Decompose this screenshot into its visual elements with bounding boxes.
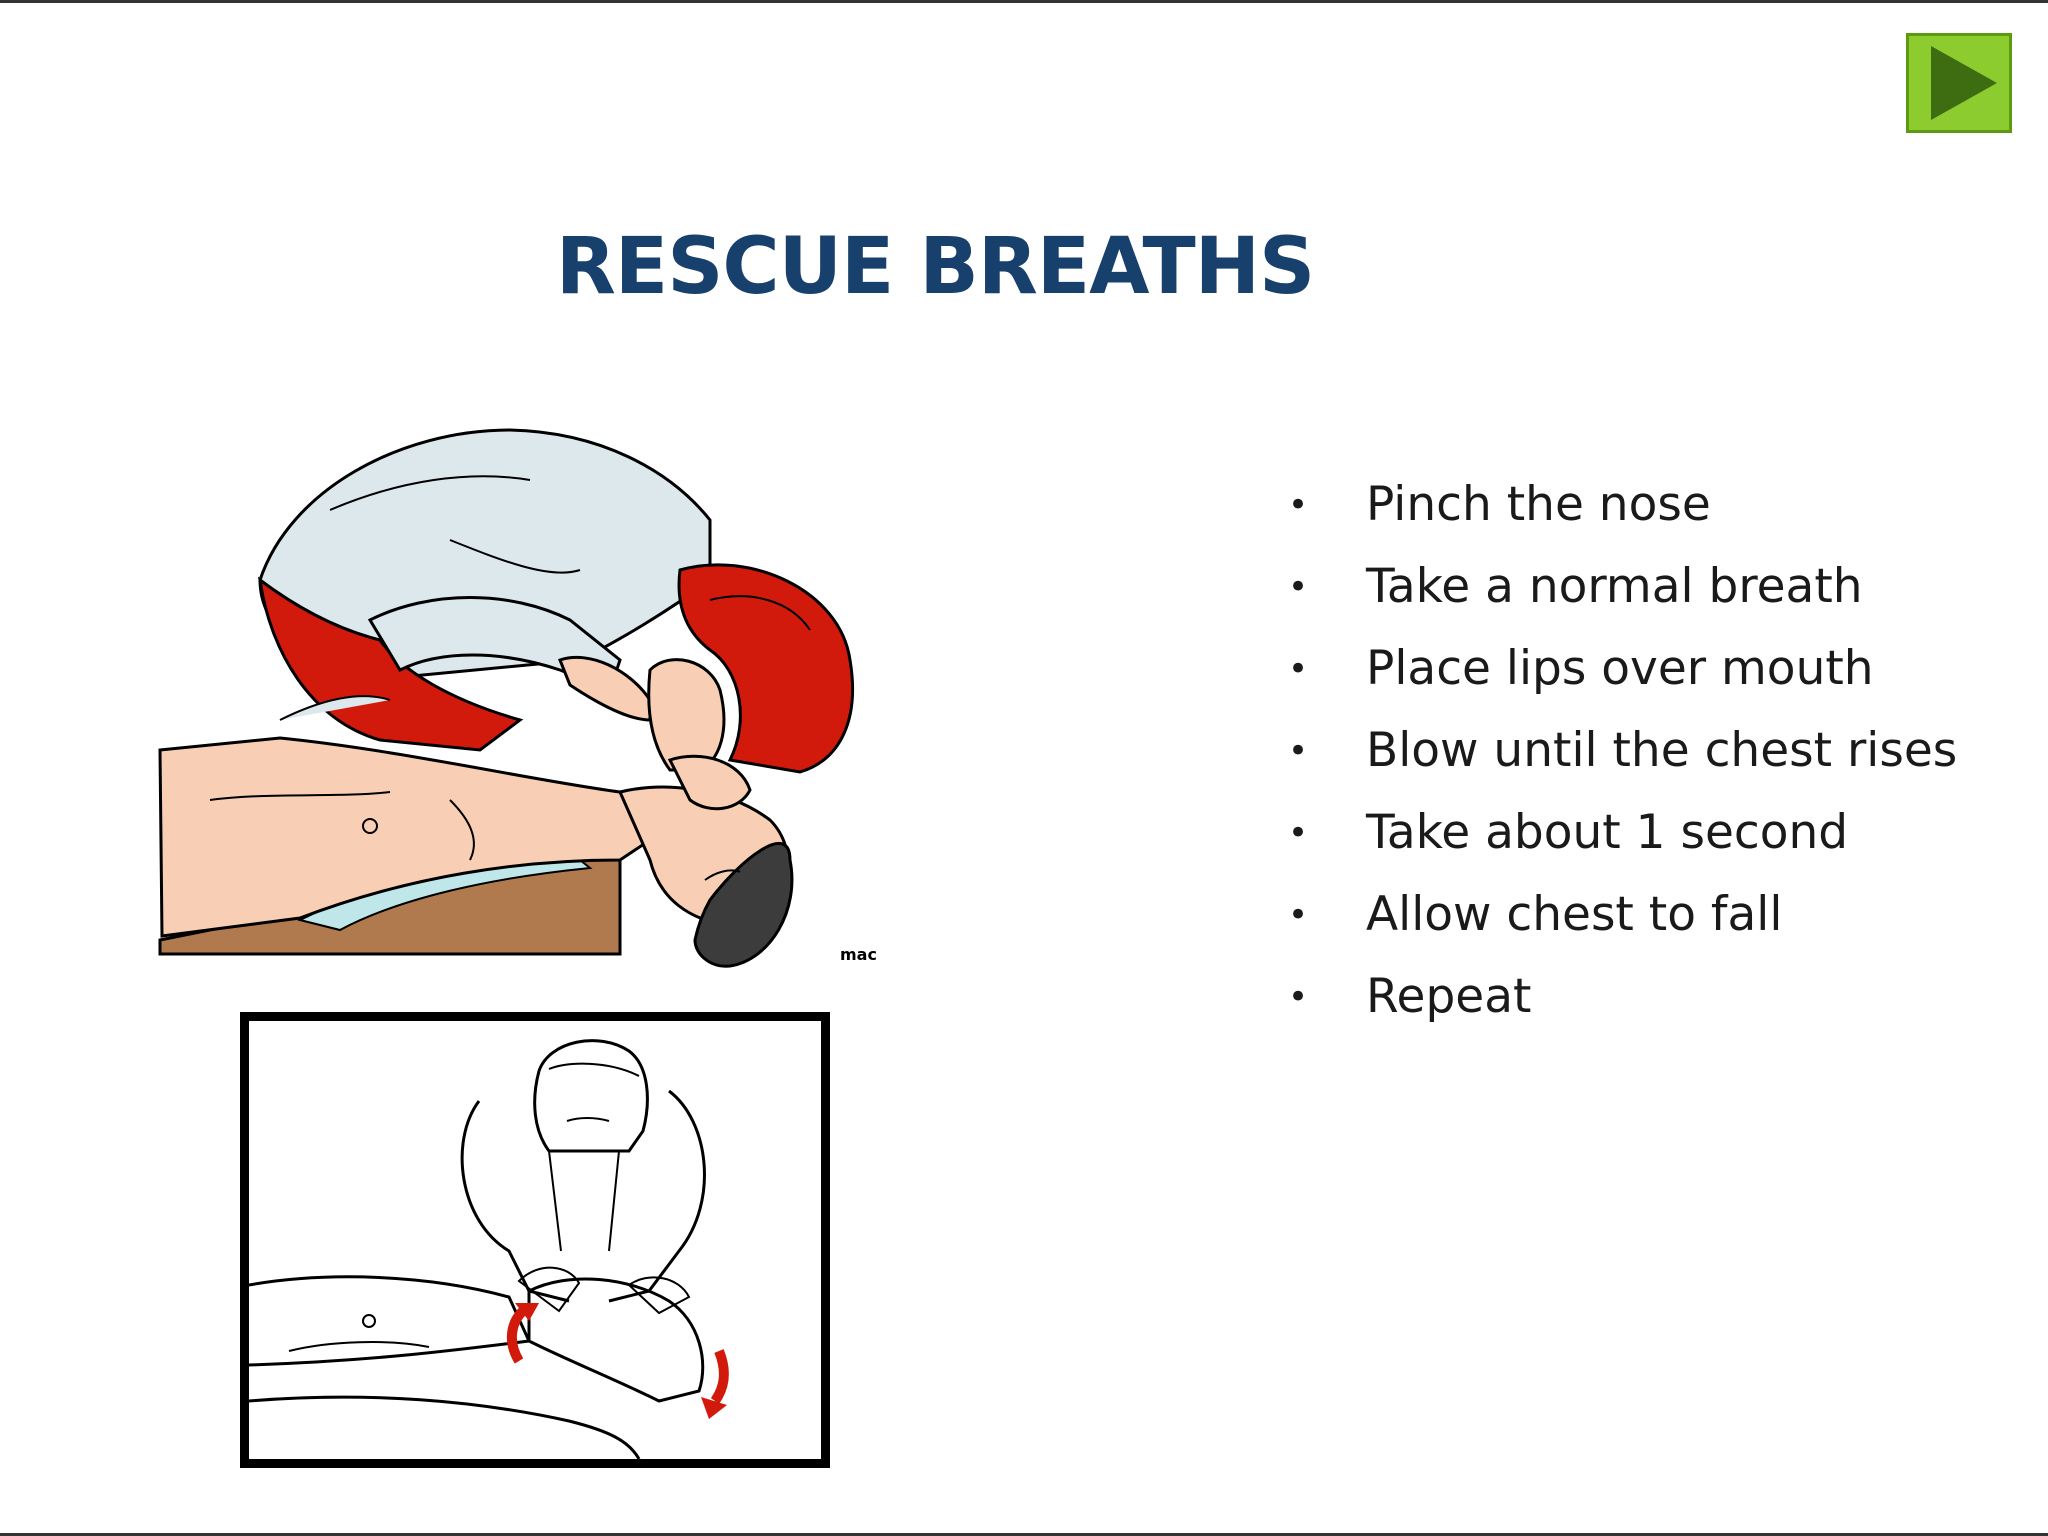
play-arrow-icon <box>1909 36 2009 130</box>
bullet-text: Blow until the chest rises <box>1366 723 1958 778</box>
bullet-icon: • <box>1288 895 1309 935</box>
bullet-icon: • <box>1288 485 1309 525</box>
list-item <box>1280 880 1957 962</box>
bullet-text: Place lips over mouth <box>1366 641 1874 696</box>
list-item <box>1280 634 1957 716</box>
rescue-breath-line-illustration <box>240 1012 830 1468</box>
rescue-breath-color-illustration <box>150 420 910 980</box>
top-border <box>0 0 2048 3</box>
bullet-text: Take a normal breath <box>1366 559 1863 614</box>
bullet-text: Pinch the nose <box>1366 477 1711 532</box>
bullet-icon: • <box>1288 649 1309 689</box>
bullet-icon: • <box>1288 731 1309 771</box>
slide-title: RESCUE BREATHS <box>555 222 1315 312</box>
list-item <box>1280 716 1957 798</box>
list-item <box>1280 962 1957 1044</box>
bullet-text: Allow chest to fall <box>1366 887 1783 942</box>
instruction-list <box>1280 470 1957 1044</box>
list-item <box>1280 798 1957 880</box>
next-slide-button[interactable] <box>1906 33 2012 133</box>
bullet-text: Take about 1 second <box>1366 805 1849 860</box>
illustration-signature: mac <box>840 945 877 964</box>
list-item <box>1280 552 1957 634</box>
list-item <box>1280 470 1957 552</box>
bullet-icon: • <box>1288 977 1309 1017</box>
head-tilt-line-drawing <box>249 1021 821 1459</box>
bullet-icon: • <box>1288 813 1309 853</box>
bullet-icon: • <box>1288 567 1309 607</box>
bullet-text: Repeat <box>1366 969 1532 1024</box>
